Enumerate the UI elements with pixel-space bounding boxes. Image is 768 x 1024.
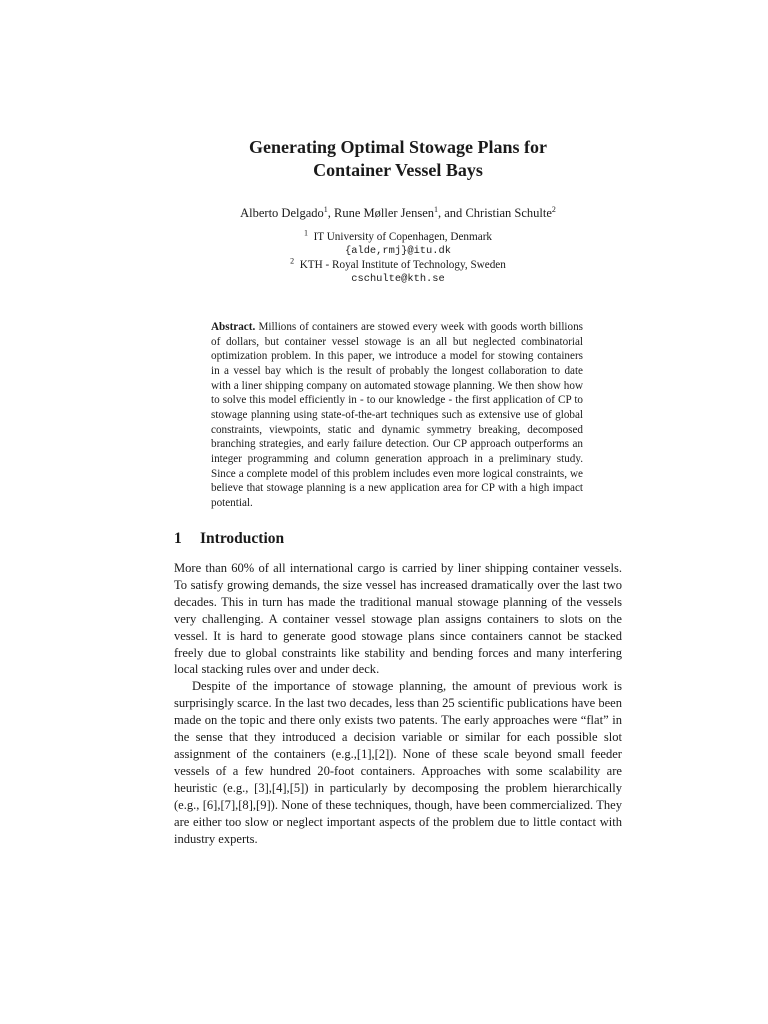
author-separator: ,: [327, 206, 335, 220]
author-affiliation-mark: 2: [551, 204, 556, 214]
author-name: Alberto Delgado: [240, 206, 324, 220]
paper-title: [150, 136, 646, 182]
author-list: [150, 205, 646, 221]
affiliations: [150, 230, 646, 286]
body-paragraph: Despite of the importance of stowage planning, the amount of previous work is surprisingly scarce. In the last two decades, less than 25 scientific publications have been made on the topic and there only exists two patents. The early approaches were “flat” in the sense that they introduced a decision variable or similar for each possible slot assignment of the containers (e.g.,[1],[2]). None of these scale beyond small feeder vessels of a few hundred 20-foot containers. Approaches with some scalability are heuristic (e.g., [3],[4],[5]) in particularly by decomposing the problem hierarchically (e.g., [6],[7],[8],[9]). None of these techniques, though, have been commercialized. They are either too slow or neglect important aspects of the problem due to little contact with industry experts.: [174, 679, 622, 846]
section-title: Introduction: [200, 530, 285, 547]
affiliation-item: [150, 230, 646, 244]
affiliation-item: [150, 258, 646, 272]
affiliation-number: 1: [303, 228, 308, 238]
author-affiliation-mark: 1: [434, 204, 438, 214]
section-number: 1: [174, 530, 182, 547]
title-line-1: Generating Optimal Stowage Plans for: [249, 137, 547, 157]
abstract: [211, 320, 583, 511]
affiliation-email: cschulte@kth.se: [351, 273, 445, 285]
affiliation-email: {alde,rmj}@itu.dk: [344, 245, 451, 257]
body-paragraph: More than 60% of all international cargo is carried by liner shipping container vessels. To satisfy growing demands, the size vessel has increased dramatically over the last two decades. This in turn has made the traditional manual stowage planning of the vessels very challenging. A container vessel stowage plan assigns containers to slots on the vessel. It is hard to generate good stowage plans since containers cannot be stacked freely due to global constraints like stability and bending forces and many interfering local stacking rules over and under deck.: [174, 561, 622, 677]
abstract-text: Millions of containers are stowed every week with goods worth billions of dollars, but container vessel stowage is an all but neglected combinatorial optimization problem. In this paper, we introduce a model for stowing containers in a vessel bay which is the result of probably the longest collaboration to date with a liner shipping company on automated stowage planning. We then show how to solve this model efficiently in - to our knowledge - the first application of CP to stowage planning using state-of-the-art techniques such as extensive use of global constraints, viewpoints, static and dynamic symmetry breaking, decomposed branching strategies, and early failure detection. Our CP approach outperforms an integer programming and column generation approach in a preliminary study. Since a complete model of this problem includes even more logical constraints, we believe that stowage planning is a new application area for CP with a high impact potential.: [211, 321, 583, 509]
section-heading: [174, 530, 284, 548]
affiliation-name: IT University of Copenhagen, Denmark: [313, 231, 493, 243]
author-name: Christian Schulte: [465, 206, 552, 220]
affiliation-name: KTH - Royal Institute of Technology, Sweden: [299, 259, 506, 271]
section-body: [174, 560, 622, 847]
affiliation-number: 2: [290, 256, 295, 266]
author-name: Rune Møller Jensen: [334, 206, 434, 220]
author-separator: , and: [438, 206, 466, 220]
abstract-label: Abstract.: [211, 321, 256, 333]
author-affiliation-mark: 1: [323, 204, 328, 214]
title-line-2: Container Vessel Bays: [313, 160, 483, 180]
